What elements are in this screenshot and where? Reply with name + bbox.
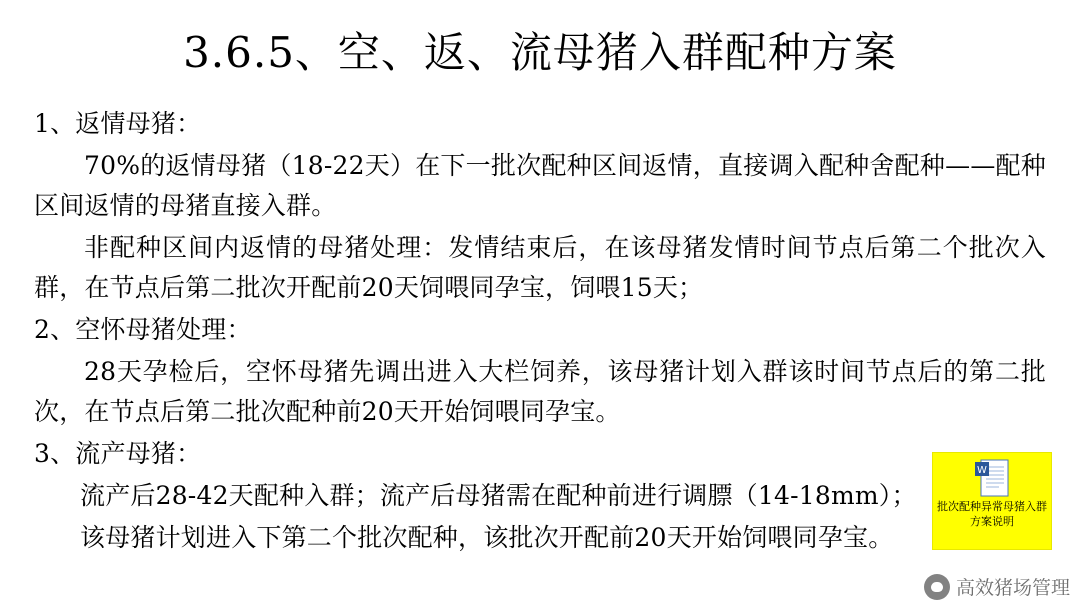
embedded-document-callout[interactable] bbox=[932, 452, 1052, 550]
word-document-icon bbox=[975, 459, 1009, 497]
paragraph: 3、流产母猪： bbox=[34, 439, 202, 468]
paragraph: 流产后28-42天配种入群；流产后母猪需在配种前进行调膘（14-18mm）； bbox=[80, 481, 917, 510]
paragraph: 28天孕检后，空怀母猪先调出进入大栏饲养，该母猪计划入群该时间节点后的第二批次，在节点后第二批次配种前20天开始饲喂同孕宝。 bbox=[34, 357, 1046, 426]
paragraph: 2、空怀母猪处理： bbox=[34, 315, 252, 344]
slide-body bbox=[34, 104, 1046, 560]
watermark bbox=[924, 573, 1070, 600]
watermark-text: 高效猪场管理 bbox=[955, 577, 1070, 599]
svg-text:W: W bbox=[977, 465, 987, 476]
paragraph: 70%的返情母猪（18-22天）在下一批次配种区间返情，直接调入配种舍配种——配种区间返情的母猪直接入群。 bbox=[34, 151, 1046, 220]
page-title: 3.6.5、空、返、流母猪入群配种方案 bbox=[183, 28, 897, 77]
paragraph: 1、返情母猪： bbox=[34, 109, 202, 138]
paragraph: 该母猪计划进入下第二个批次配种，该批次开配前20天开始饲喂同孕宝。 bbox=[80, 523, 894, 552]
paragraph: 非配种区间内返情的母猪处理：发情结束后，在该母猪发情时间节点后第二个批次入群，在节点后第二批次开配前20天饲喂同孕宝，饲喂15天； bbox=[34, 233, 1046, 302]
callout-label: 批次配种异常母猪入群方案说明 bbox=[937, 500, 1047, 528]
pig-logo-icon bbox=[924, 574, 950, 600]
